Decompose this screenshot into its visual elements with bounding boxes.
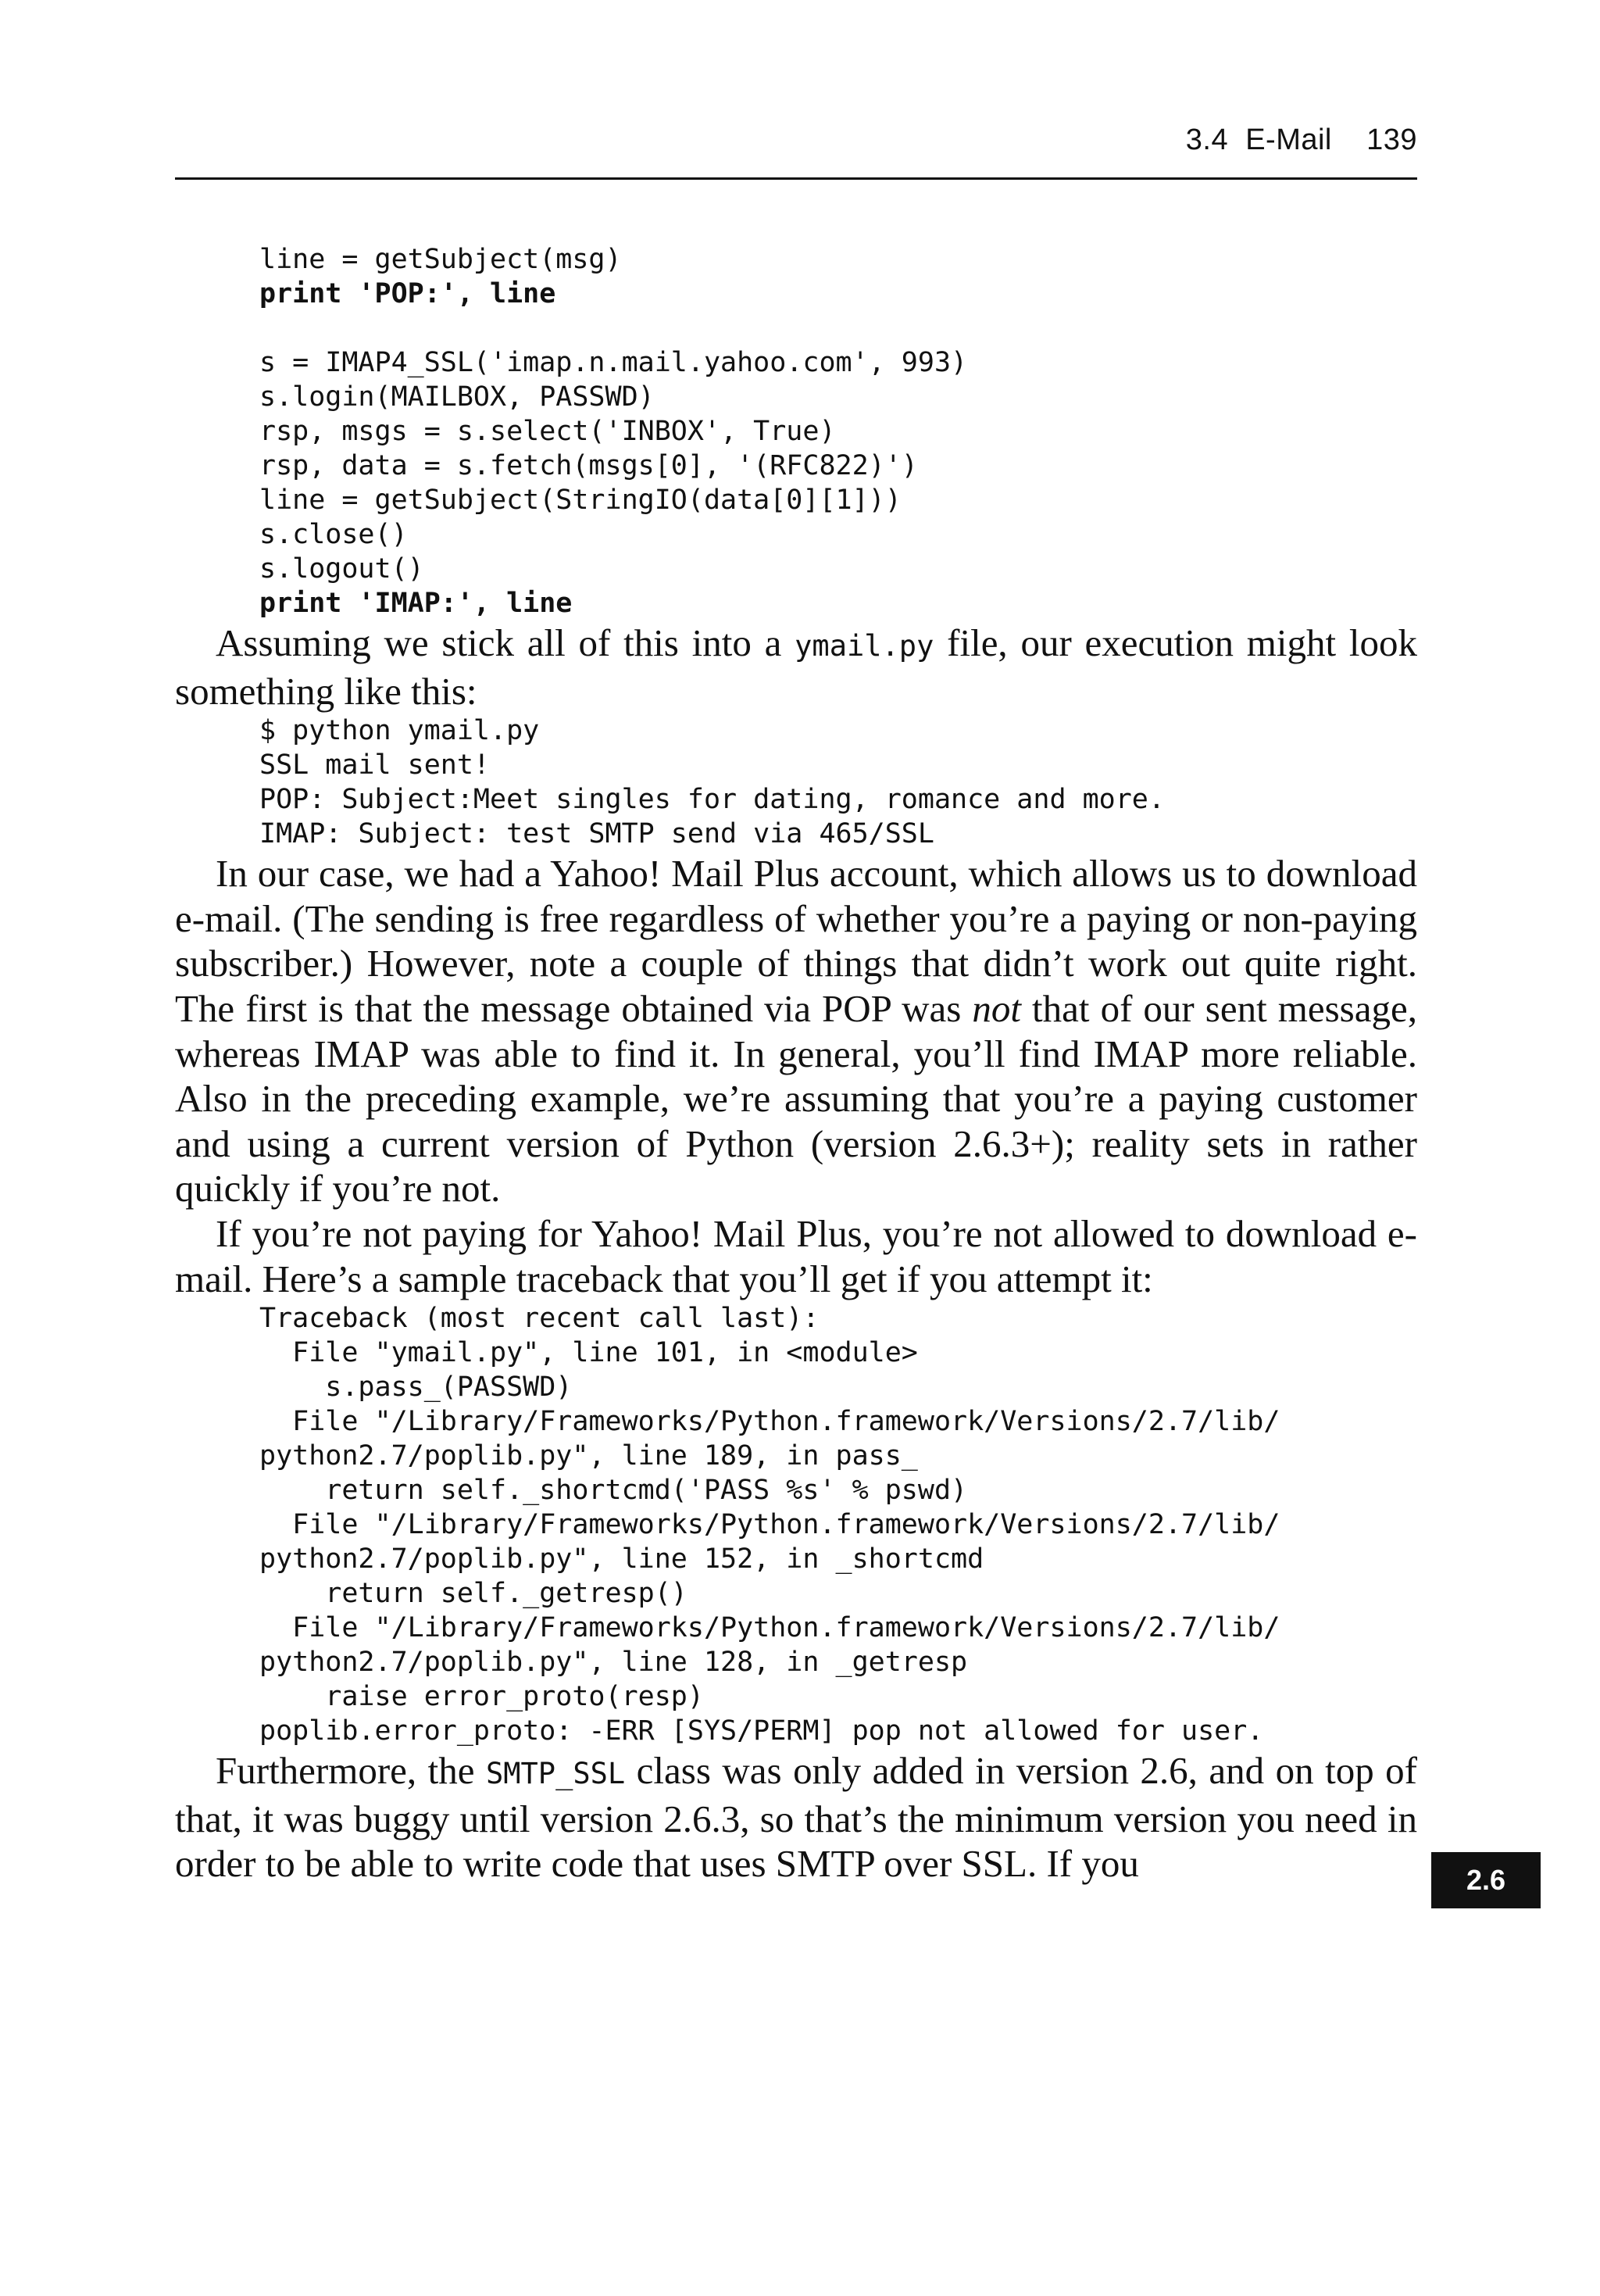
code-line: s.login(MAILBOX, PASSWD) (259, 381, 655, 413)
paragraph-execution: Assuming we stick all of this into a ymail.py file, our execution might look something like this: (175, 621, 1418, 713)
code-line: line = getSubject(msg) (259, 244, 622, 275)
code-line: s.logout() (259, 553, 424, 585)
code-line: s = IMAP4_SSL('imap.n.mail.yahoo.com', 993) (259, 347, 968, 378)
page-header (175, 117, 1417, 180)
paragraph-smtp-ssl: Furthermore, the SMTP_SSL class was only added in version 2.6, and on top of that, it was buggy until version 2.6.3, so that’s the minimum version you need in order to be able to write code that uses SMTP over SSL. If you (175, 1749, 1417, 1886)
code-line-print-imap: print 'IMAP:', line (259, 588, 573, 619)
code-line: line = getSubject(StringIO(data[0][1])) (259, 485, 902, 516)
code-line: rsp, msgs = s.select('INBOX', True) (259, 416, 836, 447)
paragraph-yahoo-account: In our case, we had a Yahoo! Mail Plus account, which allows us to download e-mail. (The sending is free regardless of whether you’re a paying or non-paying subscriber.) However, note a couple of things that didn’t work out quite right. The first is that the message obtained via POP was not that of our sent message, whereas IMAP was able to find it. In general, you’ll find IMAP more reliable. Also in the preceding example, we’re assuming that you’re a paying customer and using a current version of Python (version 2.6.3+); reality sets in rather quickly if you’re not. (175, 852, 1417, 1211)
code-block-imap (175, 242, 1417, 620)
inline-code-filename: ymail.py (795, 629, 934, 663)
code-line: rsp, data = s.fetch(msgs[0], '(RFC822)') (259, 450, 918, 481)
section-tab: 2.6 (1431, 1852, 1541, 1908)
emphasis-not: not (972, 986, 1022, 1030)
page-body (175, 242, 1417, 1887)
inline-code-class: SMTP_SSL (485, 1757, 626, 1791)
code-block-traceback: Traceback (most recent call last): File "ymail.py", line 101, in <module> s.pass_(PASSWD) File "/Library/Frameworks/Python.framework/Versions/2.7/lib/ python2.7/poplib.py", line 189, in pass_ return self._shortcmd('PASS %s' % pswd) File "/Library/Frameworks/Python.framework/Versions/2.7/lib/ python2.7/poplib.py", line 152, in _shortcmd return self._getresp() File "/Library/Frameworks/Python.framework/Versions/2.7/lib/ python2.7/poplib.py", line 128, in _getresp raise error_proto(resp) poplib.error_proto: -ERR [SYS/PERM] pop not allowed for user. (259, 1303, 1280, 1747)
header-rule (175, 177, 1417, 180)
code-line-print-pop: print 'POP:', line (259, 278, 556, 309)
paragraph-not-paying: If you’re not paying for Yahoo! Mail Plus, you’re not allowed to download e-mail. Here’s a sample traceback that you’ll get if you attempt it: (175, 1211, 1417, 1300)
code-block-output: $ python ymail.py SSL mail sent! POP: Subject:Meet singles for dating, romance and more. IMAP: Subject: test SMTP send via 465/SSL (259, 715, 1165, 850)
code-line: s.close() (259, 519, 408, 550)
running-head: 3.4 E-Mail 139 (1185, 123, 1417, 156)
